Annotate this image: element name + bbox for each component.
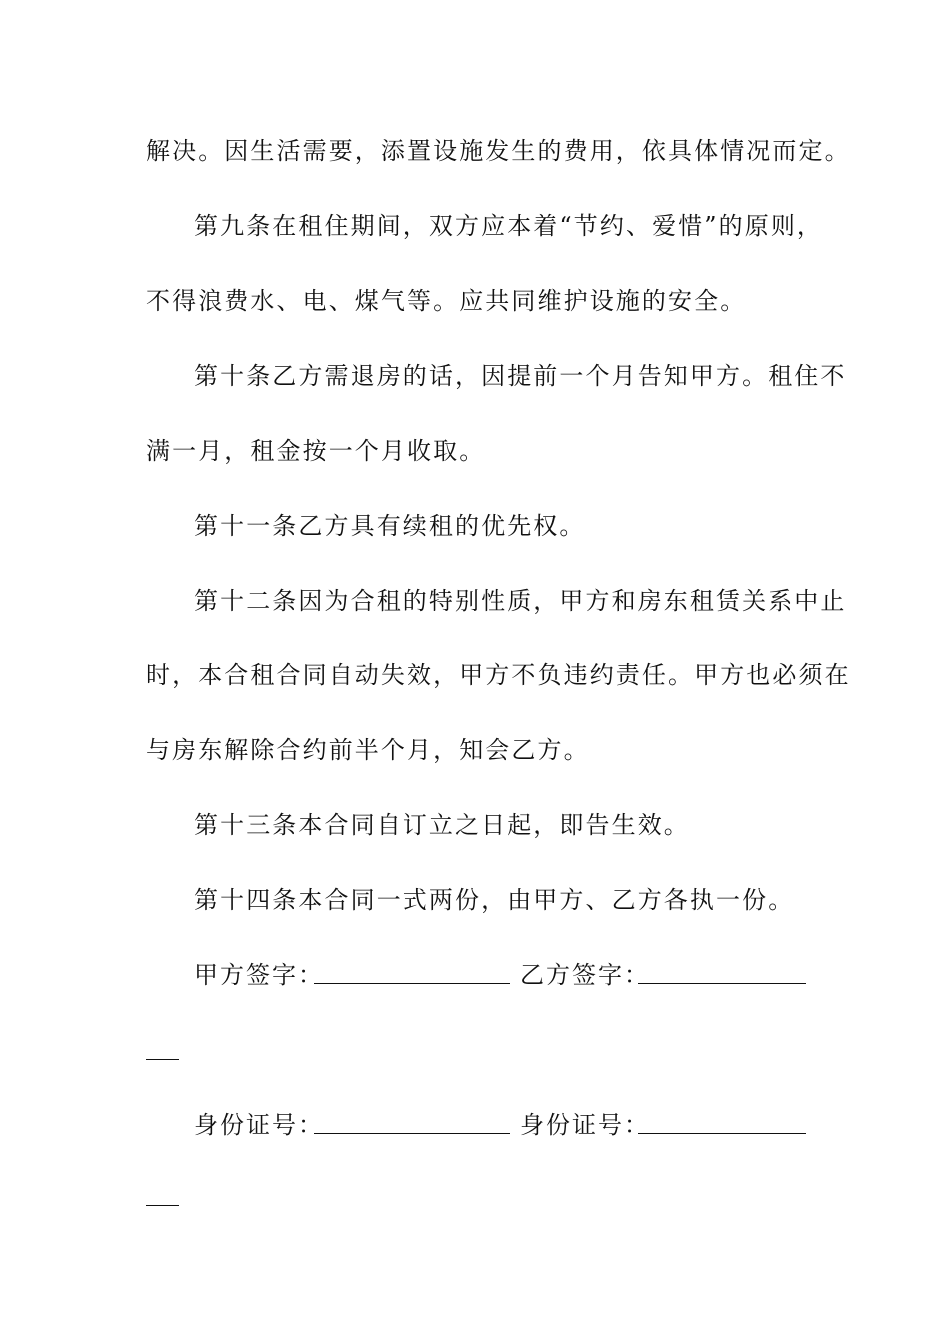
party-b-signature-blank <box>638 983 806 984</box>
paragraph-line: 解决。因生活需要，添置设施发生的费用，依具体情况而定。 <box>146 137 851 165</box>
party-a-id-blank <box>314 1133 510 1134</box>
article-9-line-2: 不得浪费水、电、煤气等。应共同维护设施的安全。 <box>146 287 747 315</box>
article-14-line: 第十四条本合同一式两份，由甲方、乙方各执一份。 <box>194 886 795 914</box>
id-number-row <box>194 1110 834 1140</box>
article-12-line-3: 与房东解除合约前半个月，知会乙方。 <box>146 736 590 764</box>
article-9-line-1: 第九条在租住期间，双方应本着“节约、爱惜”的原则， <box>194 212 824 240</box>
article-12-line-1: 第十二条因为合租的特别性质，甲方和房东租赁关系中止 <box>194 587 847 615</box>
party-b-signature-label: 乙方签字： <box>520 961 650 989</box>
id-blank-continuation <box>146 1205 179 1206</box>
party-a-signature-label: 甲方签字： <box>194 961 324 989</box>
article-10-line-1: 第十条乙方需退房的话，因提前一个月告知甲方。租住不 <box>194 362 847 390</box>
party-b-id-blank <box>638 1133 806 1134</box>
party-b-id-label: 身份证号： <box>520 1111 650 1139</box>
signature-row <box>194 960 834 990</box>
party-a-signature-blank <box>314 983 510 984</box>
article-13-line: 第十三条本合同自订立之日起，即告生效。 <box>194 811 690 839</box>
signature-blank-continuation <box>146 1059 179 1060</box>
article-12-line-2: 时，本合租合同自动失效，甲方不负违约责任。甲方也必须在 <box>146 661 851 689</box>
party-a-id-label: 身份证号： <box>194 1111 324 1139</box>
article-10-line-2: 满一月，租金按一个月收取。 <box>146 437 486 465</box>
article-11-line: 第十一条乙方具有续租的优先权。 <box>194 512 586 540</box>
